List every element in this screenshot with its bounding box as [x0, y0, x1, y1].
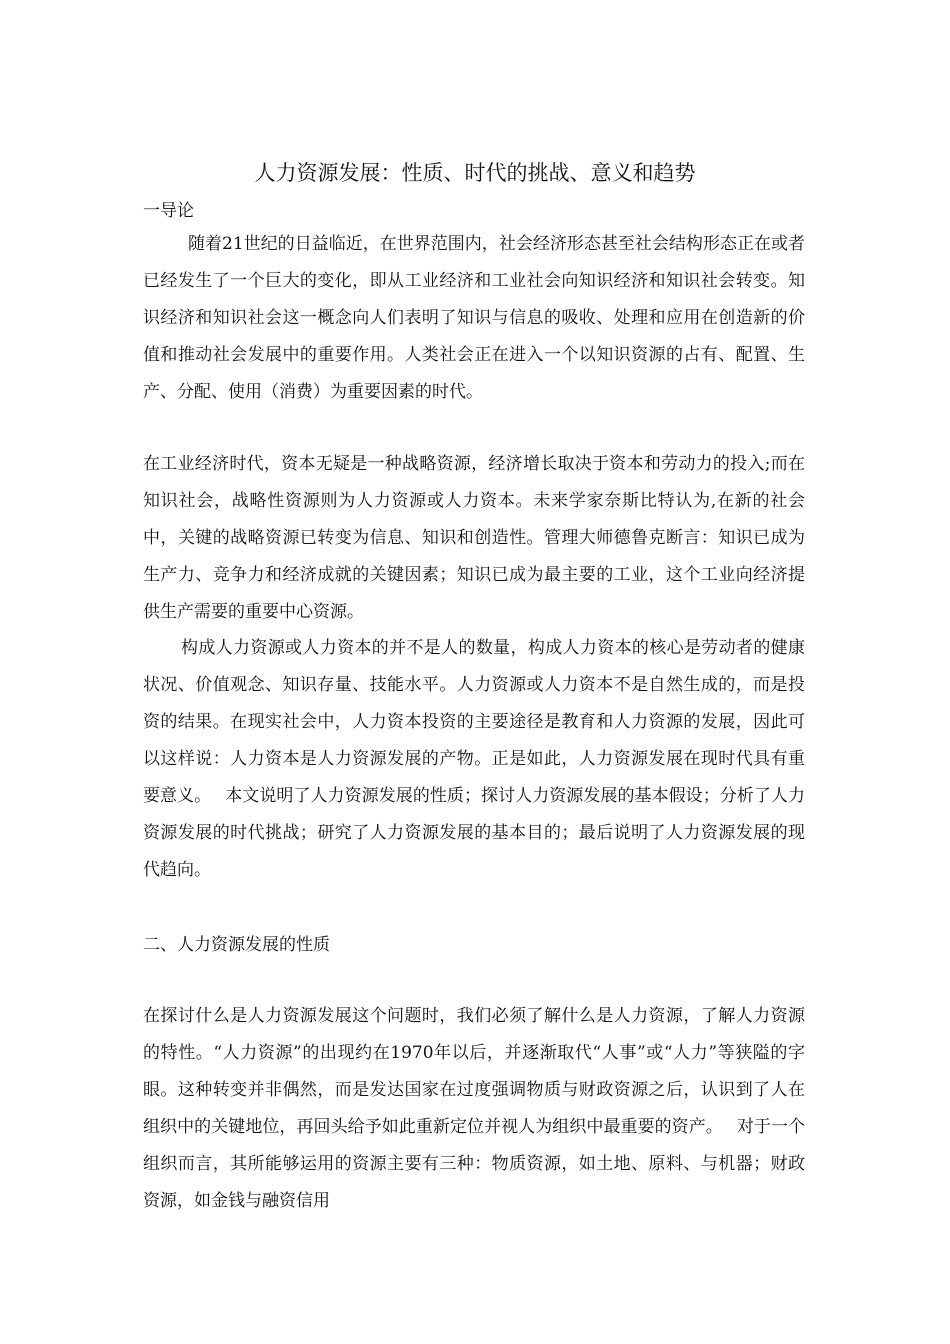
document-title: 人力资源发展：性质、时代的挑战、意义和趋势 [254, 161, 696, 185]
section-heading-introduction: 一导论 [143, 201, 194, 221]
section-heading-nature: 二、人力资源发展的性质 [143, 935, 330, 955]
paragraph-4: 在探讨什么是人力资源发展这个问题时，我们必须了解什么是人力资源，了解人力资源的特性。“人力资源”的出现约在1970年以后，并逐渐取代“人事”或“人力”等狭隘的字眼。这种转变并非偶然，而是发达国家在过度强调物质与财政资源之后，认识到了人在组织中的关键地位，再回头给予如此重新定位并视人为组织中最重要的资产。 对于一个组织而言，其所能够运用的资源主要有三种：物质资源，如土地、原料、与机器；财政资源，如金钱与融资信用 [143, 1006, 805, 1211]
paragraph-1: 随着21世纪的日益临近，在世界范围内，社会经济形态甚至社会结构形态正在或者已经发生了一个巨大的变化，即从工业经济和工业社会向知识经济和知识社会转变。知识经济和知识社会这一概念向人们表明了知识与信息的吸收、处理和应用在创造新的价值和推动社会发展中的重要作用。人类社会正在进入一个以知识资源的占有、配置、生产、分配、使用（消费）为重要因素的时代。 [143, 234, 805, 402]
paragraph-3: 构成人力资源或人力资本的并不是人的数量，构成人力资本的核心是劳动者的健康状况、价值观念、知识存量、技能水平。人力资源或人力资本不是自然生成的，而是投资的结果。在现实社会中，人力资本投资的主要途径是教育和人力资源的发展，因此可以这样说：人力资本是人力资源发展的产物。正是如此，人力资源发展在现时代具有重要意义。 本文说明了人力资源发展的性质；探讨人力资源发展的基本假设；分析了人力资源发展的时代挑战；研究了人力资源发展的基本目的；最后说明了人力资源发展的现代趋向。 [143, 638, 805, 880]
paragraph-2: 在工业经济时代，资本无疑是一种战略资源，经济增长取决于资本和劳动力的投入;而在知识社会，战略性资源则为人力资源或人力资本。未来学家奈斯比特认为,在新的社会中，关键的战略资源已转变为信息、知识和创造性。管理大师德鲁克断言：知识已成为生产力、竞争力和经济成就的关键因素；知识已成为最主要的工业，这个工业向经济提供生产需要的重要中心资源。 [143, 454, 805, 622]
